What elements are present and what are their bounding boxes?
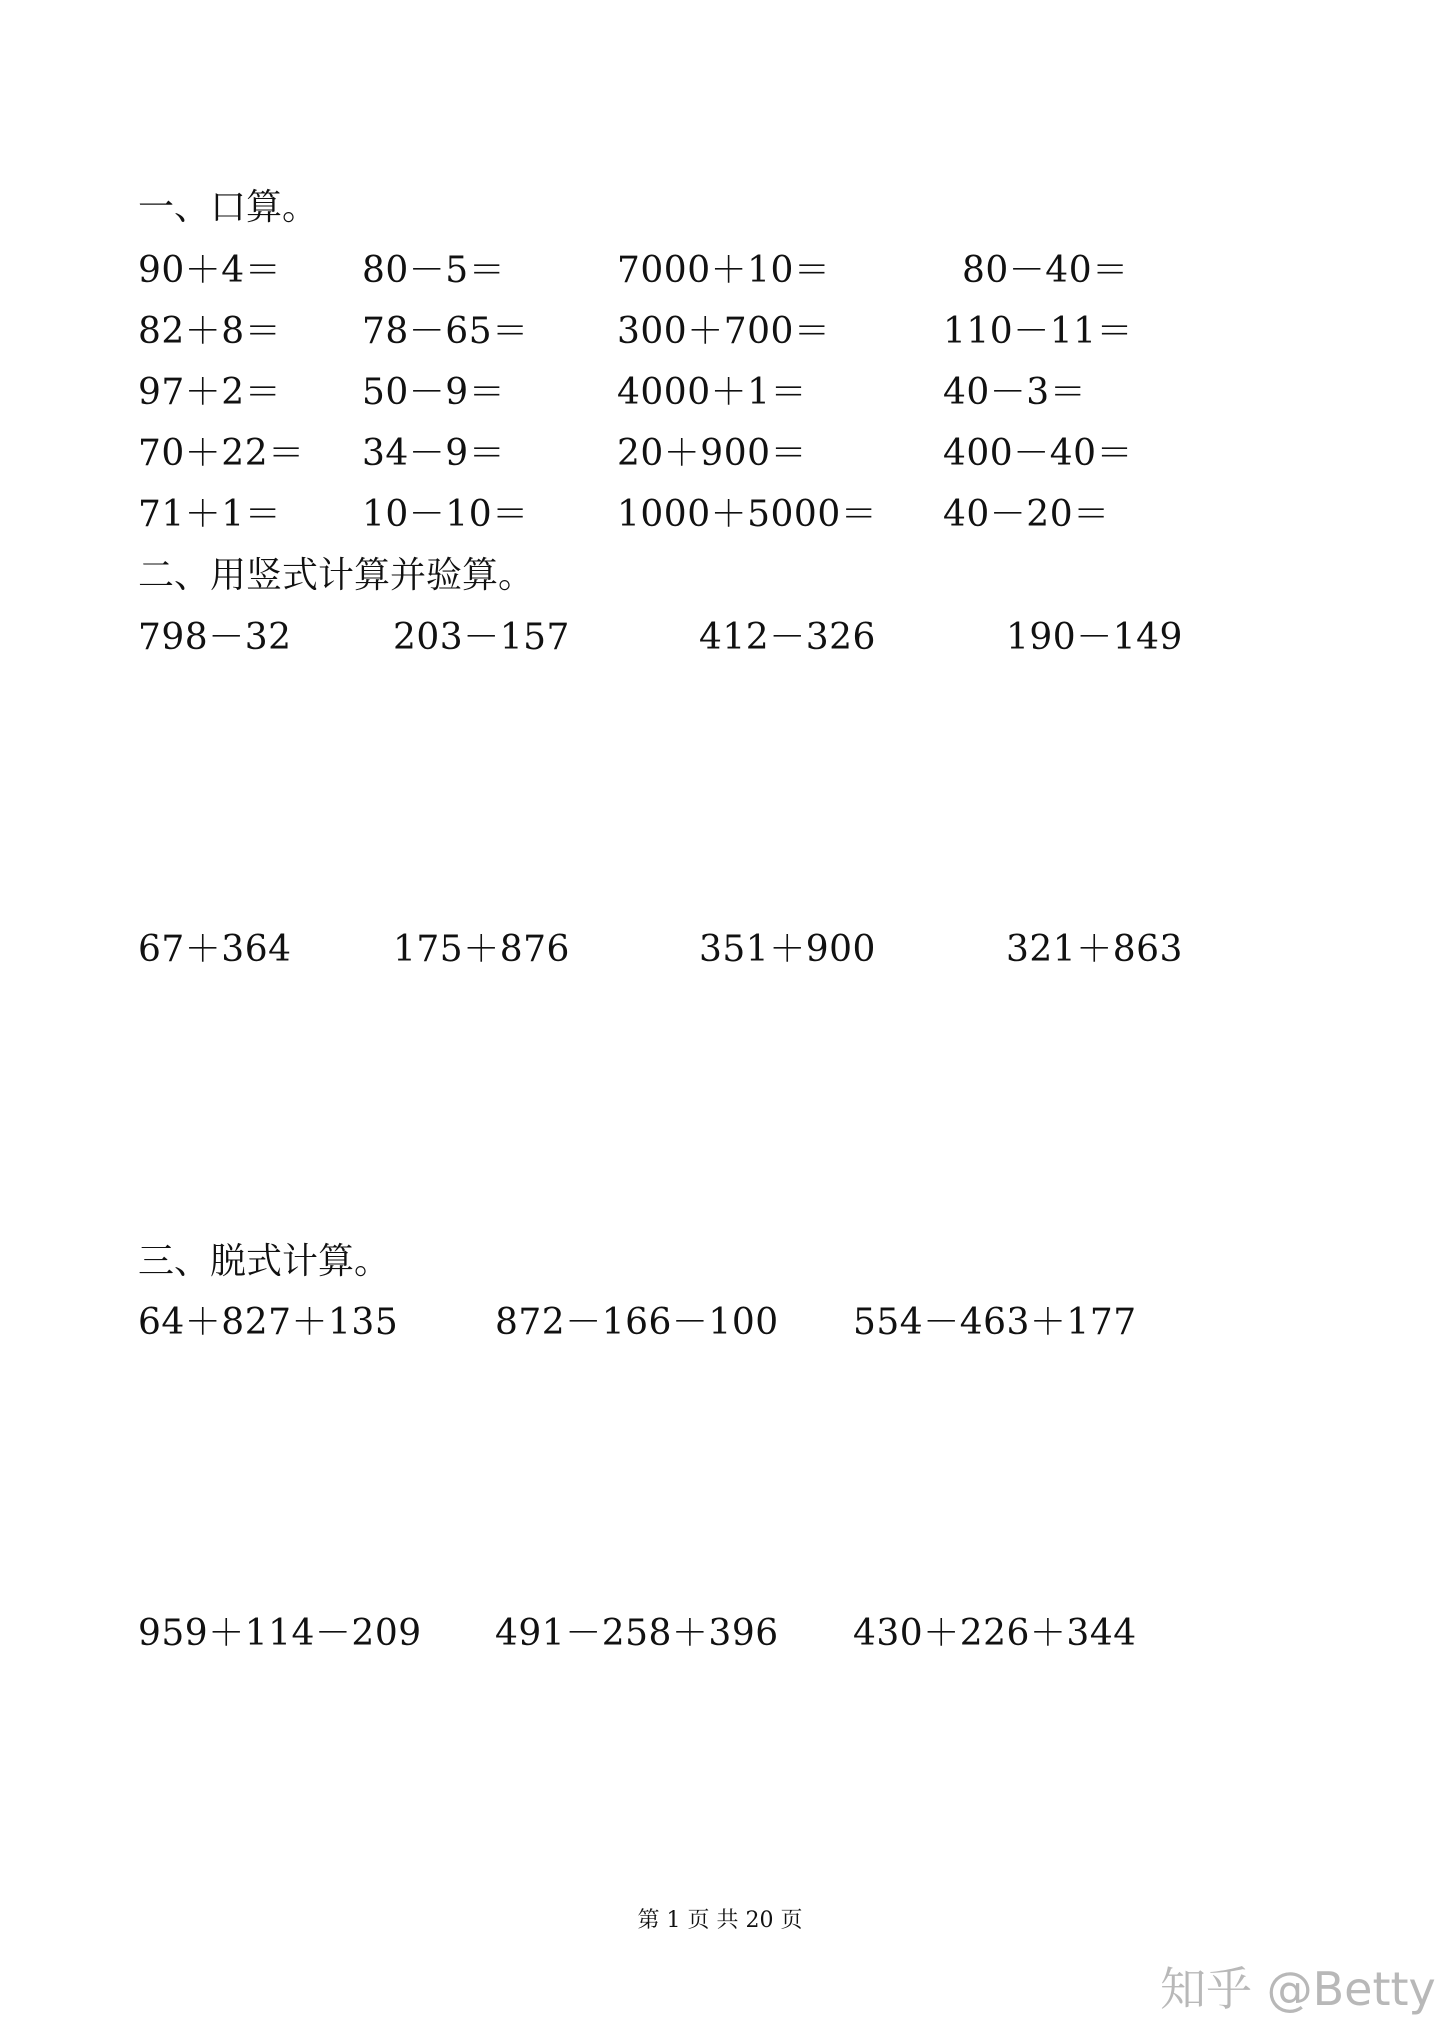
- oral-problem: 78－65＝: [362, 311, 529, 352]
- section-vertical-title: 二、用竖式计算并验算。: [138, 555, 535, 596]
- vertical-problem: 321＋863: [1006, 929, 1183, 970]
- oral-problem: 34－9＝: [362, 433, 506, 474]
- watermark: 知乎 @Betty: [1160, 1962, 1436, 2016]
- stepwise-problem: 430＋226＋344: [853, 1613, 1137, 1654]
- oral-problem: 40－3＝: [943, 372, 1087, 413]
- vertical-problem: 190－149: [1006, 617, 1183, 658]
- vertical-problem: 798－32: [138, 617, 292, 658]
- vertical-problem: 67＋364: [138, 929, 292, 970]
- section-oral-title: 一、口算。: [138, 187, 319, 228]
- stepwise-problem: 491－258＋396: [495, 1613, 779, 1654]
- vertical-problem: 203－157: [393, 617, 570, 658]
- oral-problem: 10－10＝: [362, 494, 529, 535]
- oral-problem: 82＋8＝: [138, 311, 282, 352]
- stepwise-problem: 959＋114－209: [138, 1613, 422, 1654]
- oral-problem: 300＋700＝: [617, 311, 831, 352]
- oral-problem: 97＋2＝: [138, 372, 282, 413]
- oral-problem: 70＋22＝: [138, 433, 305, 474]
- page-number: 第 1 页 共 20 页: [637, 1908, 803, 1933]
- oral-problem: 4000＋1＝: [617, 372, 808, 413]
- oral-problem: 20＋900＝: [617, 433, 808, 474]
- oral-problem: 110－11＝: [943, 311, 1134, 352]
- vertical-problem: 351＋900: [699, 929, 876, 970]
- stepwise-problem: 554－463＋177: [853, 1302, 1137, 1343]
- oral-problem: 90＋4＝: [138, 250, 282, 291]
- vertical-problem: 175＋876: [393, 929, 570, 970]
- stepwise-problem: 872－166－100: [495, 1302, 779, 1343]
- oral-problem: 7000＋10＝: [617, 250, 831, 291]
- stepwise-problem: 64＋827＋135: [138, 1302, 399, 1343]
- vertical-problem: 412－326: [699, 617, 876, 658]
- oral-problem: 50－9＝: [362, 372, 506, 413]
- section-stepwise-title: 三、脱式计算。: [138, 1241, 391, 1282]
- oral-problem: 80－40＝: [962, 250, 1129, 291]
- oral-problem: 71＋1＝: [138, 494, 282, 535]
- oral-problem: 400－40＝: [943, 433, 1134, 474]
- oral-problem: 40－20＝: [943, 494, 1110, 535]
- oral-problem: 1000＋5000＝: [617, 494, 878, 535]
- oral-problem: 80－5＝: [362, 250, 506, 291]
